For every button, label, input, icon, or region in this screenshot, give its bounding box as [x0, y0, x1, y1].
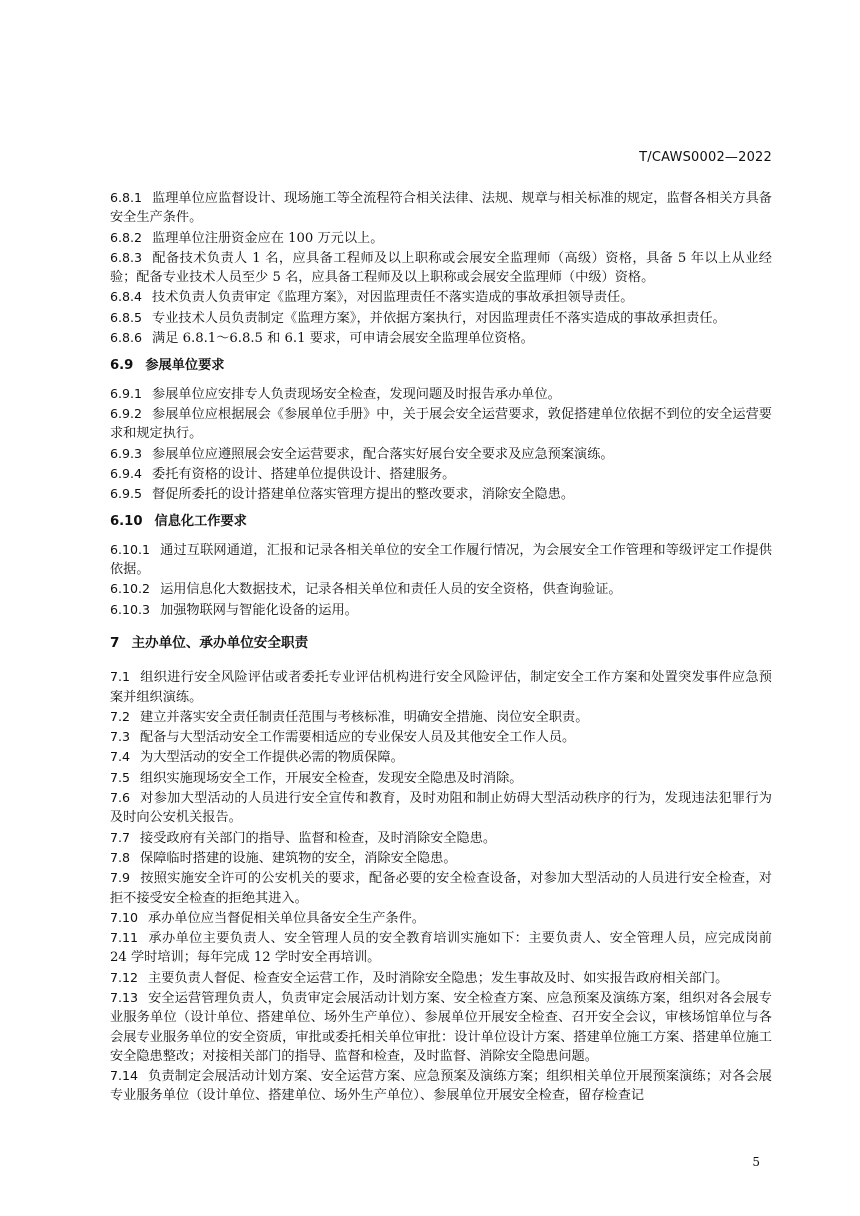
clause-number: 7.14	[110, 1068, 139, 1084]
clause-text: 委托有资格的设计、搭建单位提供设计、搭建服务。	[152, 466, 456, 482]
clause-number: 7.9	[110, 870, 131, 886]
clause-text: 运用信息化大数据技术，记录各相关单位和责任人员的安全资格，供查询验证。	[160, 582, 622, 598]
clause-paragraph	[110, 248, 772, 288]
clause-paragraph	[110, 747, 772, 767]
clause-number: 7.12	[110, 969, 139, 985]
clause-number: 6.8.3	[110, 249, 143, 265]
clause-text: 承办单位主要负责人、安全管理人员的安全教育培训实施如下：主要负责人、安全管理人员，应完成岗前 24 学时培训；每年完成 12 学时安全再培训。	[110, 931, 772, 966]
clause-number: 6.9	[110, 358, 134, 374]
section-heading	[110, 356, 772, 375]
clause-paragraph	[110, 464, 772, 484]
clause-text: 参展单位应安排专人负责现场安全检查，发现问题及时报告承办单位。	[152, 386, 561, 402]
clause-number: 7.1	[110, 669, 131, 685]
clause-number: 7.11	[110, 930, 139, 946]
clause-paragraph	[110, 287, 772, 307]
clause-text: 接受政府有关部门的指导、监督和检查，及时消除安全隐患。	[140, 830, 497, 846]
clause-number: 6.9.2	[110, 405, 143, 421]
clause-paragraph	[110, 600, 772, 620]
clause-number: 6.10	[110, 514, 143, 530]
clause-text: 组织进行安全风险评估或者委托专业评估机构进行安全风险评估，制定安全工作方案和处置突发事件应急预案并组织演练。	[110, 670, 772, 705]
clause-paragraph	[110, 308, 772, 328]
document-body	[110, 188, 772, 1106]
clause-number: 6.8.1	[110, 190, 143, 205]
clause-text: 监理单位应监督设计、现场施工等全流程符合相关法律、法规、规章与相关标准的规定，监督各相关方具备安全生产条件。	[110, 191, 772, 226]
clause-paragraph	[110, 540, 772, 580]
clause-number: 6.9.5	[110, 486, 143, 502]
clause-number: 7.8	[110, 849, 131, 865]
page-number: 5	[752, 1155, 760, 1169]
clause-text: 参展单位应根据展会《参展单位手册》中，关于展会安全运营要求，敦促搭建单位依据不到位的安全运营要求和规定执行。	[110, 406, 772, 442]
clause-text: 专业技术人员负责制定《监理方案》，并依据方案执行，对因监理责任不落实造成的事故承担责任。	[152, 310, 726, 326]
clause-paragraph	[110, 667, 772, 707]
clause-text: 通过互联网通道，汇报和记录各相关单位的安全工作履行情况，为会展安全工作管理和等级评定工作提供依据。	[110, 542, 772, 578]
clause-text: 为大型活动的安全工作提供必需的物质保障。	[140, 750, 404, 766]
clause-number: 7.7	[110, 829, 131, 845]
clause-paragraph	[110, 328, 772, 348]
clause-text: 配备与大型活动安全工作需要相适应的专业保安人员及其他安全工作人员。	[140, 730, 576, 746]
clause-text: 监理单位注册资金应在 100 万元以上。	[152, 230, 384, 246]
clause-number: 6.8.6	[110, 330, 143, 346]
clause-number: 6.9.4	[110, 465, 143, 481]
clause-paragraph	[110, 444, 772, 464]
clause-text: 保障临时搭建的设施、建筑物的安全，消除安全隐患。	[140, 850, 457, 866]
clause-text: 加强物联网与智能化设备的运用。	[160, 602, 358, 618]
clause-paragraph	[110, 707, 772, 727]
clause-number: 7.2	[110, 708, 131, 724]
clause-number: 6.8.2	[110, 229, 143, 245]
clause-number: 7.10	[110, 909, 139, 925]
clause-number: 6.9.3	[110, 445, 143, 461]
clause-paragraph	[110, 788, 772, 828]
clause-text: 安全运营管理负责人，负责审定会展活动计划方案、安全检查方案、应急预案及演练方案，组织对各会展专业服务单位（设计单位、搭建单位、场外生产单位）、参展单位开展安全检查、召开安全会议，审核场馆单位与各会展专业服务单位的安全资质，审批或委托相关单位审批：设计单位设计方案、搭建单位施工方案、搭建单位施工安全隐患整改；对接相关部门的指导、监督和检查，及时监督、消除安全隐患问题。	[110, 990, 772, 1064]
clause-text: 组织实施现场安全工作，开展安全检查，发现安全隐患及时消除。	[140, 770, 523, 786]
clause-paragraph	[110, 188, 772, 228]
clause-paragraph	[110, 988, 772, 1066]
clause-number: 7.13	[110, 989, 139, 1005]
clause-paragraph	[110, 579, 772, 599]
clause-paragraph	[110, 828, 772, 848]
clause-paragraph	[110, 968, 772, 988]
clause-number: 6.8.5	[110, 309, 143, 325]
chapter-heading	[110, 634, 772, 653]
clause-number: 6.9.1	[110, 385, 143, 401]
clause-text: 满足 6.8.1～6.8.5 和 6.1 要求，可申请会展安全监理单位资格。	[152, 331, 534, 347]
document-code: T/CAWS0002—2022	[639, 150, 772, 165]
clause-number: 7.6	[110, 790, 131, 806]
clause-text: 承办单位应当督促相关单位具备安全生产条件。	[148, 910, 425, 926]
clause-paragraph	[110, 404, 772, 444]
clause-number: 7.5	[110, 769, 131, 785]
clause-text: 主办单位、承办单位安全职责	[131, 634, 309, 651]
clause-paragraph	[110, 1066, 772, 1106]
clause-text: 对参加大型活动的人员进行安全宣传和教育，及时劝阻和制止妨碍大型活动秩序的行为，发现违法犯罪行为及时向公安机关报告。	[110, 791, 772, 826]
clause-paragraph	[110, 484, 772, 504]
clause-text: 配备技术负责人 1 名，应具备工程师及以上职称或会展安全监理师（高级）资格，具备 5 年以上从业经验；配备专业技术人员至少 5 名，应具备工程师及以上职称或会展安全监理师（中级）资格。	[110, 250, 772, 286]
clause-number: 6.10.3	[110, 601, 151, 617]
clause-number: 6.10.1	[110, 541, 151, 557]
clause-paragraph	[110, 228, 772, 248]
clause-number: 6.8.4	[110, 289, 143, 305]
clause-text: 建立并落实安全责任制责任范围与考核标准，明确安全措施、岗位安全职责。	[140, 709, 589, 725]
clause-text: 负责制定会展活动计划方案、安全运营方案、应急预案及演练方案；组织相关单位开展预案演练；对各会展专业服务单位（设计单位、搭建单位、场外生产单位）、参展单位开展安全检查，留存检查记	[110, 1069, 772, 1104]
clause-text: 主要负责人督促、检查安全运营工作，及时消除安全隐患；发生事故及时、如实报告政府相关部门。	[148, 970, 729, 986]
clause-number: 7	[110, 634, 120, 651]
clause-paragraph	[110, 848, 772, 868]
clause-paragraph	[110, 384, 772, 404]
clause-text: 信息化工作要求	[154, 514, 247, 530]
clause-paragraph	[110, 908, 772, 928]
clause-text: 技术负责人负责审定《监理方案》，对因监理责任不落实造成的事故承担领导责任。	[152, 290, 634, 306]
clause-paragraph	[110, 928, 772, 968]
clause-text: 参展单位要求	[145, 358, 225, 374]
clause-number: 6.10.2	[110, 581, 151, 597]
clause-paragraph	[110, 768, 772, 788]
clause-text: 督促所委托的设计搭建单位落实管理方提出的整改要求，消除安全隐患。	[152, 487, 575, 503]
clause-paragraph	[110, 868, 772, 908]
clause-text: 参展单位应遵照展会安全运营要求，配合落实好展台安全要求及应急预案演练。	[152, 446, 614, 462]
section-heading	[110, 512, 772, 531]
clause-paragraph	[110, 727, 772, 747]
clause-text: 按照实施安全许可的公安机关的要求，配备必要的安全检查设备，对参加大型活动的人员进行安全检查，对拒不接受安全检查的拒绝其进入。	[110, 871, 772, 906]
clause-number: 7.3	[110, 729, 131, 745]
clause-number: 7.4	[110, 749, 131, 765]
